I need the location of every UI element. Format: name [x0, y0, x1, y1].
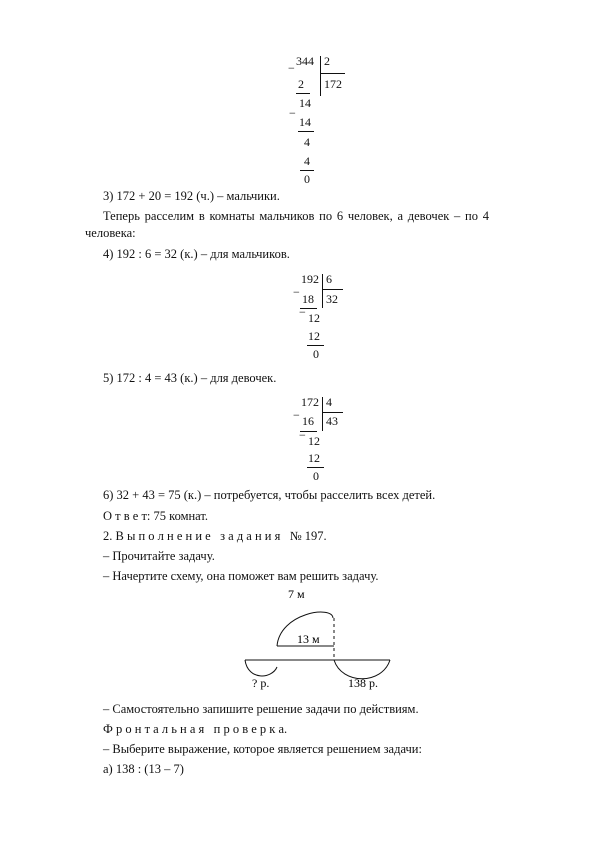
dividend: 344: [296, 54, 314, 68]
final-remainder: 0: [313, 347, 319, 361]
underline: [307, 467, 324, 468]
subtrahend: 2: [298, 77, 304, 91]
label-13m: 13 м: [297, 632, 320, 646]
underline: [307, 345, 324, 346]
remainder: 4: [304, 135, 310, 149]
quotient: 43: [326, 414, 338, 428]
frontal-check-heading: Ф р о н т а л ь н а я п р о в е р к а.: [103, 722, 288, 736]
segment-scheme: [230, 583, 410, 693]
label-138r: 138 р.: [348, 676, 378, 690]
subtrahend: 16: [302, 414, 314, 428]
division-bar: [320, 56, 321, 96]
label-7m: 7 м: [288, 587, 305, 601]
minus-sign: −: [288, 61, 295, 75]
minus-sign: −: [299, 428, 306, 442]
subtrahend: 14: [299, 115, 311, 129]
remainder: 12: [308, 434, 320, 448]
subtrahend: 12: [308, 451, 320, 465]
brace-left: [245, 660, 277, 676]
dividend: 172: [301, 395, 319, 409]
dividend: 192: [301, 272, 319, 286]
quotient: 32: [326, 292, 338, 306]
underline: [298, 131, 314, 132]
division-bar: [322, 274, 323, 308]
divisor: 2: [324, 54, 330, 68]
minus-sign: −: [289, 106, 296, 120]
step-3: 3) 172 + 20 = 192 (ч.) – мальчики.: [103, 189, 280, 203]
remainder: 14: [299, 96, 311, 110]
step-5: 5) 172 : 4 = 43 (к.) – для девочек.: [103, 371, 277, 385]
minus-sign: −: [293, 285, 300, 299]
instruction-choose: – Выберите выражение, которое является решением задачи:: [103, 742, 422, 756]
underline: [296, 93, 310, 94]
instruction-draw: – Начертите схему, она поможет вам решить задачу.: [103, 569, 379, 583]
final-remainder: 0: [304, 172, 310, 186]
step-6: 6) 32 + 43 = 75 (к.) – потребуется, чтобы расселить всех детей.: [103, 488, 436, 502]
divisor-underline: [321, 73, 345, 74]
minus-sign: −: [293, 408, 300, 422]
subtrahend: 18: [302, 292, 314, 306]
instruction-solve: – Самостоятельно запишите решение задачи по действиям.: [103, 702, 419, 716]
option-a: а) 138 : (13 – 7): [103, 762, 184, 776]
answer: О т в е т: 75 комнат.: [103, 509, 209, 523]
divisor-underline: [323, 412, 343, 413]
divisor: 6: [326, 272, 332, 286]
underline: [300, 170, 314, 171]
subtrahend: 12: [308, 329, 320, 343]
subtrahend: 4: [304, 154, 310, 168]
instruction-read: – Прочитайте задачу.: [103, 549, 215, 563]
quotient: 172: [324, 77, 342, 91]
divisor: 4: [326, 395, 332, 409]
section-heading: 2. В ы п о л н е н и е з а д а н и я № 197.: [103, 529, 327, 543]
paragraph-text: Теперь расселим в комнаты мальчиков по 6 человек, а девочек – по 4 человека:: [85, 209, 489, 240]
label-unknown-price: ? р.: [252, 676, 270, 690]
divisor-underline: [323, 289, 343, 290]
final-remainder: 0: [313, 469, 319, 483]
minus-sign: −: [299, 305, 306, 319]
step-4: 4) 192 : 6 = 32 (к.) – для мальчиков.: [103, 247, 290, 261]
remainder: 12: [308, 311, 320, 325]
division-bar: [322, 397, 323, 431]
